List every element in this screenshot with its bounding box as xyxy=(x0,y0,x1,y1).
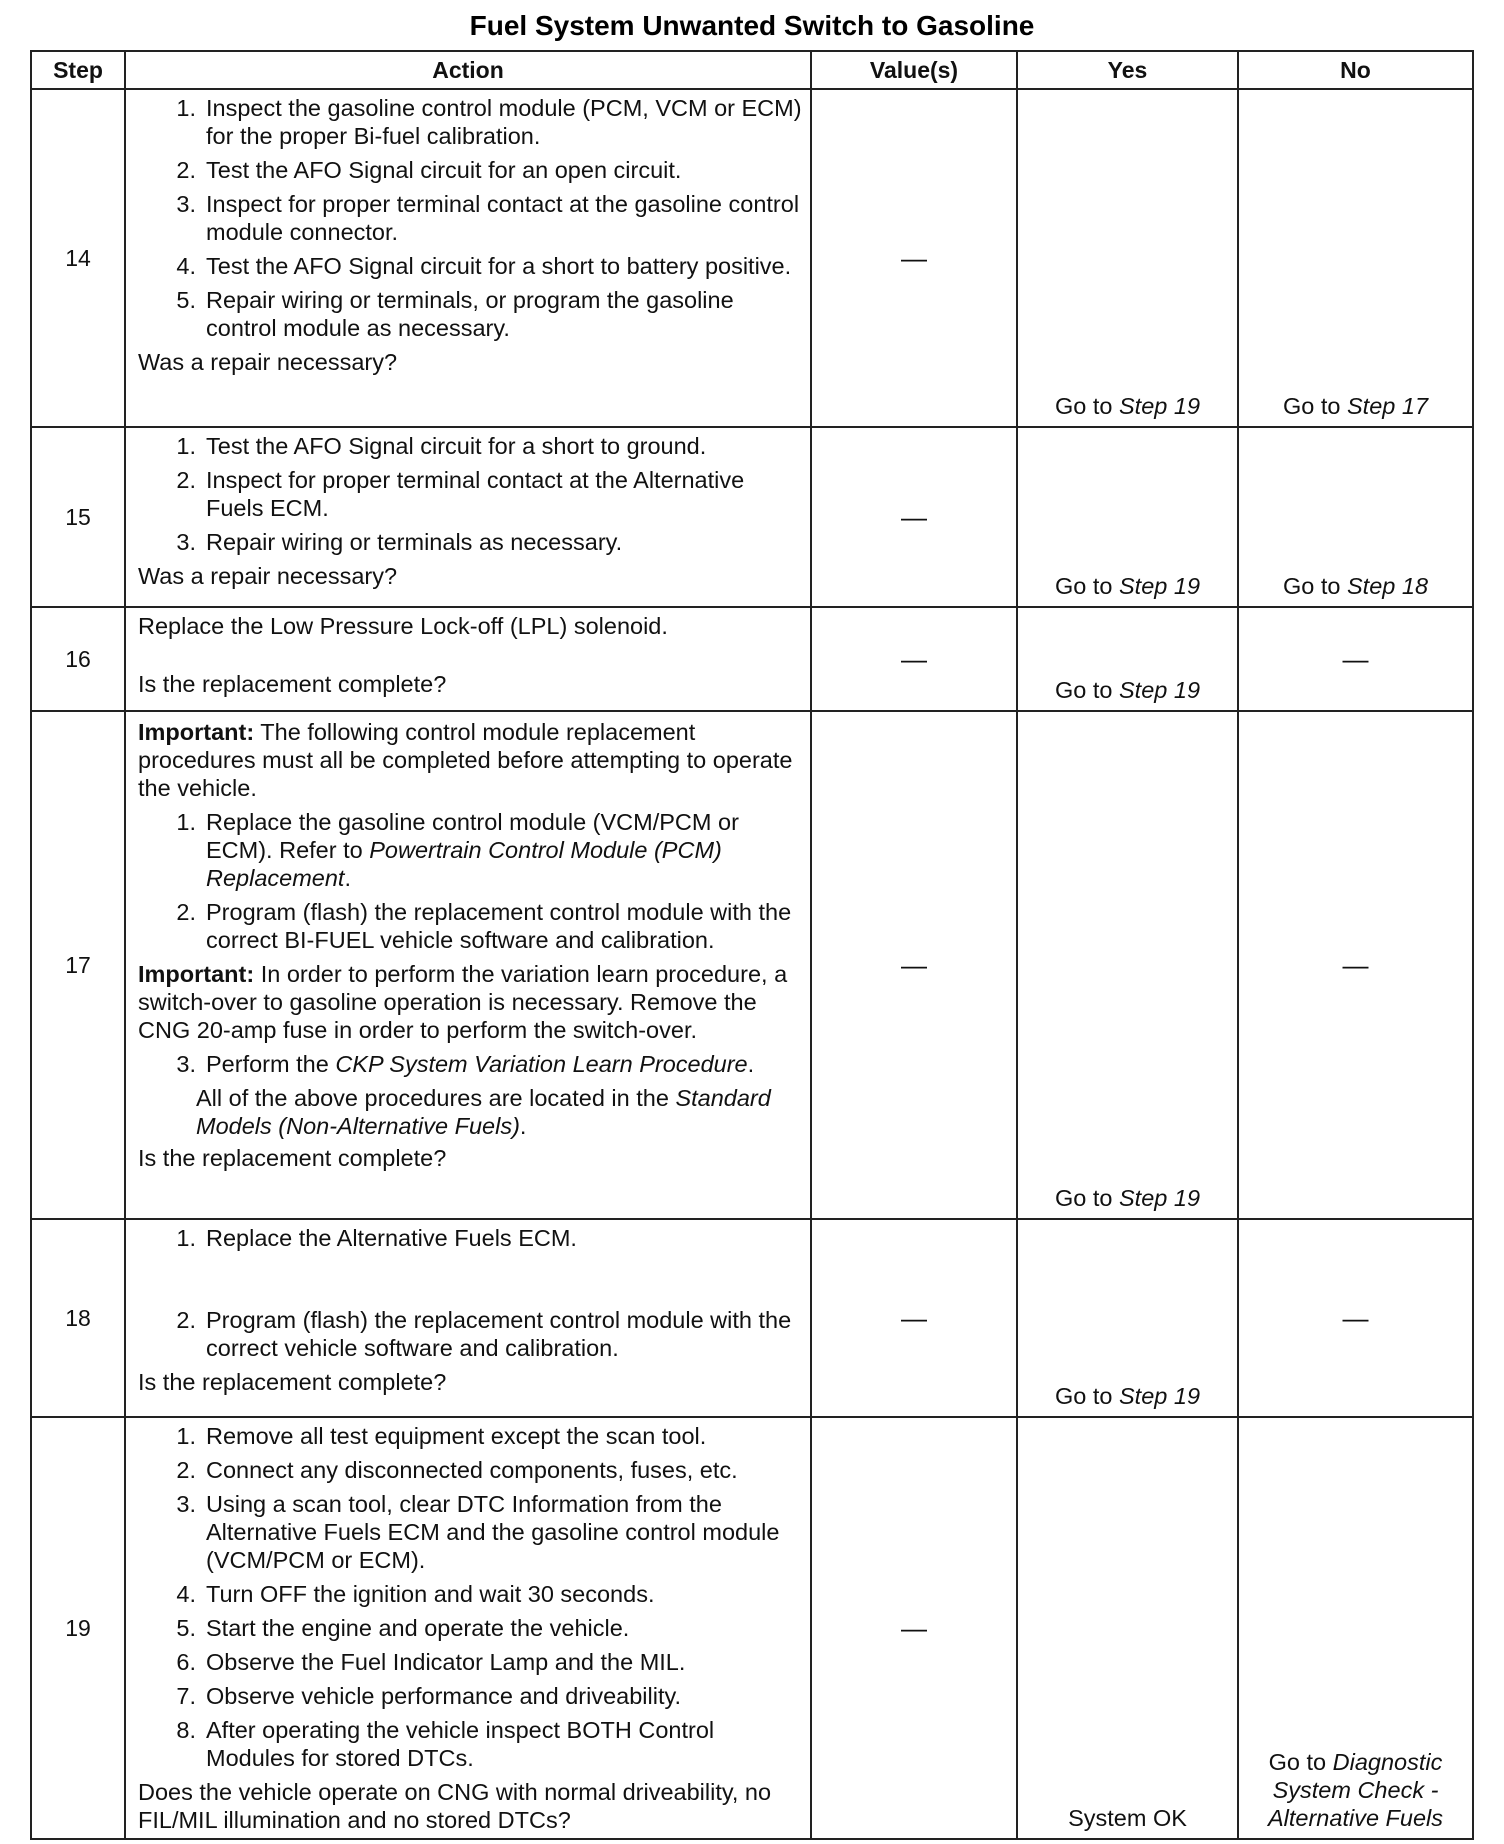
question-text: Was a repair necessary? xyxy=(138,563,398,589)
yes-cell: Go to Step 19 xyxy=(1017,607,1238,711)
table-row xyxy=(31,1219,1473,1417)
header-no: No xyxy=(1238,51,1473,89)
step-number: 14 xyxy=(31,89,125,427)
list-item: 2. Test the AFO Signal circuit for an open circuit. xyxy=(176,157,682,183)
table-row xyxy=(31,1417,1473,1839)
action-cell xyxy=(125,89,811,427)
table-row xyxy=(31,89,1473,427)
question-text: Does the vehicle operate on CNG with normal driveability, no FIL/MIL illumination and no stored DTCs? xyxy=(138,1779,772,1833)
list-item: 3. Using a scan tool, clear DTC Information from the Alternative Fuels ECM and the gasoline control module (VCM/PCM or ECM). xyxy=(176,1491,780,1573)
action-list xyxy=(138,94,802,342)
list-item: 1. Replace the Alternative Fuels ECM. xyxy=(176,1225,577,1251)
list-item: 2. Program (flash) the replacement control module with the correct vehicle software and calibration. xyxy=(176,1307,792,1361)
no-cell: — xyxy=(1238,607,1473,711)
question-text: Is the replacement complete? xyxy=(138,671,447,697)
list-item: 7. Observe vehicle performance and driveability. xyxy=(176,1683,682,1709)
list-item: 4. Test the AFO Signal circuit for a short to battery positive. xyxy=(176,253,792,279)
list-item: 4. Turn OFF the ignition and wait 30 seconds. xyxy=(176,1581,655,1607)
value-cell: — xyxy=(811,607,1017,711)
question-text: Is the replacement complete? xyxy=(138,1369,447,1395)
action-cell xyxy=(125,427,811,607)
list-item: 2. Connect any disconnected components, fuses, etc. xyxy=(176,1457,738,1483)
list-item: 1. Replace the gasoline control module (VCM/PCM or ECM). Refer to Powertrain Control Module (PCM) Replacement. xyxy=(176,809,739,891)
yes-cell: Go to Step 19 xyxy=(1017,1219,1238,1417)
step-number: 16 xyxy=(31,607,125,711)
list-item: 5. Repair wiring or terminals, or program the gasoline control module as necessary. xyxy=(176,287,734,341)
list-item: 3. Repair wiring or terminals as necessary. xyxy=(176,529,623,555)
action-text: Replace the Low Pressure Lock-off (LPL) solenoid. xyxy=(138,613,668,639)
step-number: 15 xyxy=(31,427,125,607)
list-item: 3. Perform the CKP System Variation Learn Procedure. xyxy=(176,1051,755,1077)
action-list xyxy=(138,432,802,556)
yes-cell: Go to Step 19 xyxy=(1017,711,1238,1219)
header-yes: Yes xyxy=(1017,51,1238,89)
list-item: 2. Inspect for proper terminal contact at the Alternative Fuels ECM. xyxy=(176,467,745,521)
value-cell: — xyxy=(811,1417,1017,1839)
yes-cell: System OK xyxy=(1017,1417,1238,1839)
no-cell: — xyxy=(1238,711,1473,1219)
list-item: 2. Program (flash) the replacement control module with the correct BI-FUEL vehicle software and calibration. xyxy=(176,899,792,953)
page-title: Fuel System Unwanted Switch to Gasoline xyxy=(469,10,1035,41)
no-cell: — xyxy=(1238,1219,1473,1417)
diagnostic-table xyxy=(30,50,1474,1840)
table-row xyxy=(31,427,1473,607)
action-list xyxy=(138,1050,802,1078)
list-item: 6. Observe the Fuel Indicator Lamp and the MIL. xyxy=(176,1649,686,1675)
action-cell xyxy=(125,1417,811,1839)
list-item: 5. Start the engine and operate the vehicle. xyxy=(176,1615,630,1641)
step-number: 19 xyxy=(31,1417,125,1839)
value-cell: — xyxy=(811,89,1017,427)
action-cell xyxy=(125,1219,811,1417)
action-list xyxy=(138,1422,802,1772)
header-values: Value(s) xyxy=(811,51,1017,89)
important-note: Important: In order to perform the variation learn procedure, a switch-over to gasoline operation is necessary. Remove the CNG 20-amp fuse in order to perform the switch-over. xyxy=(138,961,788,1043)
value-cell: — xyxy=(811,1219,1017,1417)
yes-cell: Go to Step 19 xyxy=(1017,89,1238,427)
list-item: 1. Remove all test equipment except the scan tool. xyxy=(176,1423,707,1449)
list-item: 8. After operating the vehicle inspect BOTH Control Modules for stored DTCs. xyxy=(176,1717,715,1771)
table-row xyxy=(31,711,1473,1219)
action-cell xyxy=(125,711,811,1219)
action-list xyxy=(138,1224,802,1362)
action-list xyxy=(138,808,802,954)
question-text: Is the replacement complete? xyxy=(138,1145,447,1171)
no-cell: Go to Step 18 xyxy=(1238,427,1473,607)
table-row xyxy=(31,607,1473,711)
step-number: 18 xyxy=(31,1219,125,1417)
no-cell: Go to Step 17 xyxy=(1238,89,1473,427)
list-item: 1. Inspect the gasoline control module (PCM, VCM or ECM) for the proper Bi-fuel calibration. xyxy=(176,95,802,149)
list-item: 3. Inspect for proper terminal contact at the gasoline control module connector. xyxy=(176,191,800,245)
reference-note: All of the above procedures are located in the Standard Models (Non-Alternative Fuels). xyxy=(196,1085,771,1139)
value-cell: — xyxy=(811,427,1017,607)
action-cell xyxy=(125,607,811,711)
yes-cell: Go to Step 19 xyxy=(1017,427,1238,607)
important-note: Important: The following control module replacement procedures must all be completed before attempting to operate the vehicle. xyxy=(138,719,793,801)
value-cell: — xyxy=(811,711,1017,1219)
header-step: Step xyxy=(31,51,125,89)
list-item: 1. Test the AFO Signal circuit for a short to ground. xyxy=(176,433,707,459)
step-number: 17 xyxy=(31,711,125,1219)
header-action: Action xyxy=(125,51,811,89)
no-cell: Go to Diagnostic System Check - Alternative Fuels xyxy=(1238,1417,1473,1839)
header-row xyxy=(31,51,1473,89)
question-text: Was a repair necessary? xyxy=(138,349,398,375)
